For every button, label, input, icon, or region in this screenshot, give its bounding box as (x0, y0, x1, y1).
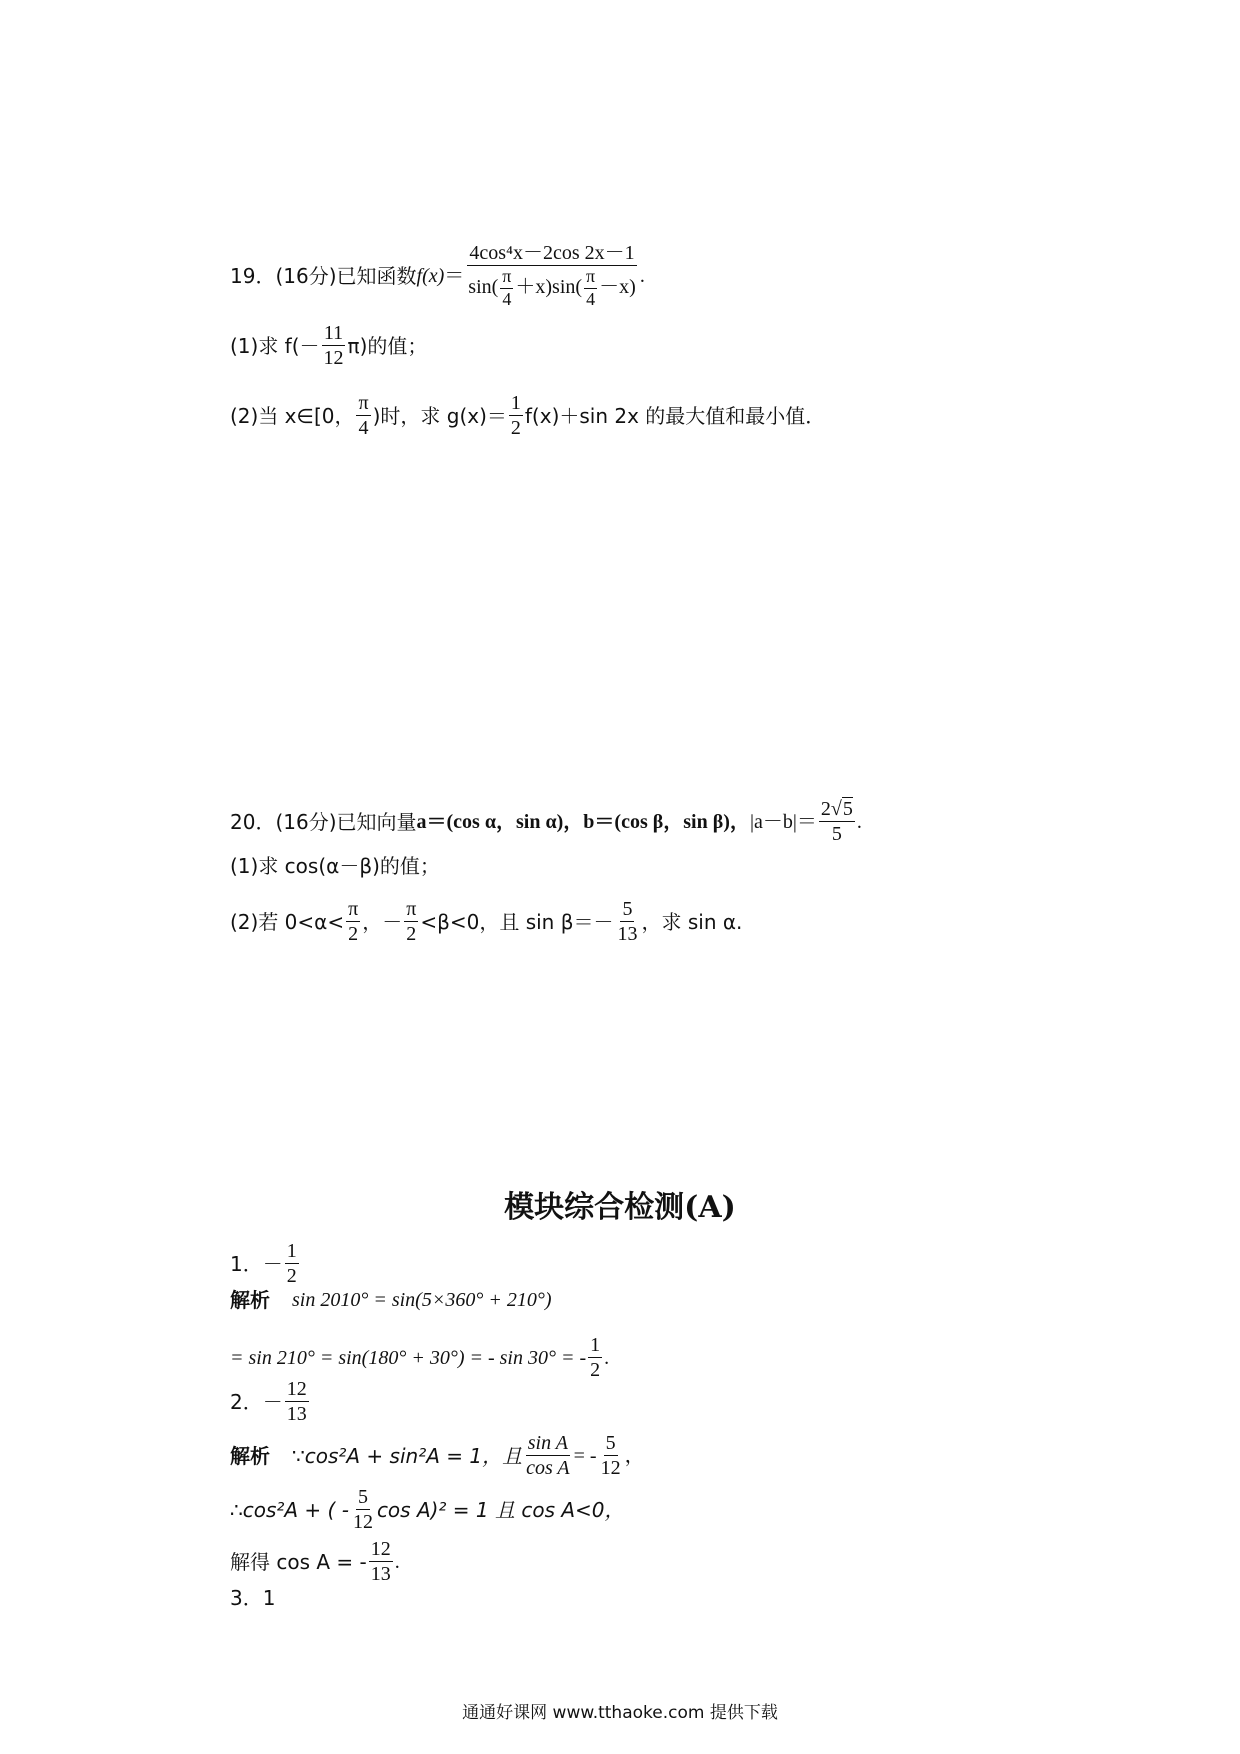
a2-frac (285, 1378, 309, 1425)
q20-stem (230, 798, 862, 845)
a2-label: 解析 (230, 1443, 270, 1468)
q20-p2-pi2: π (406, 898, 417, 920)
a2-l1-frac2 (599, 1432, 623, 1479)
q19-den-pi2: π (584, 267, 597, 289)
q20-frac-den: 5 (831, 823, 842, 845)
a2-l2-n: 5 (357, 1486, 368, 1508)
a1-l2-end: . (604, 1346, 610, 1369)
q19-den-pi1: π (500, 267, 513, 289)
section-heading: 模块综合检测(A) (504, 1190, 736, 1225)
a1-label: 解析 (230, 1288, 270, 1312)
a2-analysis-line1 (230, 1432, 645, 1479)
q19-p2-b: )时，求 g(x)＝ (372, 403, 507, 428)
q19-den-four1: 4 (502, 288, 512, 309)
q19-p2-frac1 (356, 392, 370, 439)
q19-p2-den: 4 (358, 417, 369, 439)
q19-den-c: －x) (599, 275, 636, 298)
q19-p1-den: 12 (323, 347, 344, 369)
q20-a-part: a＝(cos α，sin α)， (416, 810, 584, 833)
q19-fraction (466, 242, 638, 310)
a2-l1-frac1 (524, 1432, 572, 1479)
a2-l2-a: ∴cos²A + ( - (230, 1497, 349, 1522)
a1-frac (285, 1240, 299, 1287)
q19-end: . (639, 264, 645, 287)
q19-numerator: 4cos⁴x－2cos 2x－1 (469, 242, 635, 264)
q19-eq: ＝ (444, 264, 465, 287)
answer-1 (230, 1240, 301, 1287)
a1-l2-fn: 1 (590, 1334, 601, 1356)
q20-abs-part: |a－b|＝ (749, 810, 817, 833)
footer-source: 通通好课网 www.tthaoke.com 提供下载 (462, 1703, 778, 1723)
a1-fd: 2 (286, 1265, 297, 1287)
q19-p1-frac (322, 322, 346, 369)
q20-p2-two2: 2 (406, 923, 417, 945)
q19-stem (230, 242, 645, 310)
a1-analysis-line2 (230, 1334, 609, 1381)
a2-l1-d: 12 (600, 1457, 621, 1479)
a2-l1-n: 5 (605, 1432, 616, 1454)
q19-denominator (466, 266, 638, 310)
q19-den-pi-frac2 (584, 267, 597, 310)
q20-fraction (819, 798, 855, 845)
q20-p2-d: 13 (617, 923, 638, 945)
answer-3 (230, 1588, 275, 1608)
a1-l2-fd: 2 (590, 1359, 601, 1381)
q19-fx: f(x) (416, 264, 445, 287)
a2-l2-d: 12 (352, 1511, 373, 1533)
a2-l1-fn: sin A (527, 1432, 568, 1454)
q20-p2-c: <β<0，且 sin β＝－ (420, 909, 614, 934)
q20-part1 (230, 856, 440, 876)
a2-l3-d: 13 (370, 1563, 391, 1585)
q20-b-part: b＝(cos β，sin β)， (583, 810, 750, 833)
answer-2 (230, 1378, 311, 1425)
q19-p1-a: (1)求 f(－ (230, 333, 320, 358)
q20-end: . (856, 810, 862, 833)
q20-prefix: 20．(16分)已知向量 (230, 809, 417, 834)
a1-analysis-line1 (230, 1290, 551, 1310)
q20-p2-n: 5 (622, 898, 633, 920)
a2-l3-n: 12 (370, 1538, 391, 1560)
a2-l1-a: ∵cos²A + sin²A = 1，且 (292, 1443, 523, 1468)
q20-part2 (230, 898, 742, 945)
a2-analysis-line3 (230, 1538, 400, 1585)
a2-l2-frac (351, 1486, 375, 1533)
a1-num: 1．－ (230, 1251, 283, 1276)
a2-fn: 12 (286, 1378, 307, 1400)
q19-p2-fd: 2 (510, 417, 521, 439)
a2-num: 2．－ (230, 1389, 283, 1414)
q19-p2-c: f(x)＋sin 2x 的最大值和最小值． (524, 403, 826, 428)
a2-fd: 13 (286, 1403, 307, 1425)
a2-l3-frac (369, 1538, 393, 1585)
q19-den-b: ＋x)sin( (515, 275, 583, 298)
q20-num-a: 2 (820, 798, 831, 820)
q19-p2-num: π (358, 392, 369, 414)
q20-p2-frac3 (615, 898, 639, 945)
q20-p2-frac1 (346, 898, 360, 945)
q19-p2-fn: 1 (510, 392, 521, 414)
q20-p2-a: (2)若 0<α< (230, 909, 345, 934)
q20-p2-e: ，求 sin α. (641, 909, 743, 934)
a2-l1-b: = - (573, 1444, 597, 1467)
a1-fn: 1 (286, 1240, 297, 1262)
q19-part1 (230, 322, 427, 369)
q19-den-a: sin( (468, 275, 499, 298)
q20-p1: (1)求 cos(α－β)的值； (230, 854, 440, 878)
a1-l2: = sin 210° = sin(180° + 30°) = - sin 30° = - (230, 1346, 587, 1369)
q20-p2-frac2 (404, 898, 418, 945)
q20-p2-b: ，－ (362, 909, 403, 934)
q20-frac-num: 2√5 (820, 798, 853, 820)
q20-p2-pi1: π (348, 898, 359, 920)
q20-num-b: 5 (842, 798, 853, 820)
q19-prefix: 19．(16分)已知函数 (230, 263, 417, 288)
a3-num: 3．1 (230, 1586, 276, 1610)
a1-l1: sin 2010° = sin(5×360° + 210°) (292, 1289, 552, 1311)
q19-p2-a: (2)当 x∈[0， (230, 403, 355, 428)
a2-analysis-line2 (230, 1486, 625, 1533)
q19-p1-num: 11 (323, 322, 344, 344)
a2-l1-fd: cos A (526, 1457, 570, 1479)
q19-p2-frac2 (509, 392, 523, 439)
a2-l3-end: . (394, 1550, 400, 1573)
a2-l3-a: 解得 cos A = - (230, 1549, 367, 1574)
a1-l2-frac (588, 1334, 602, 1381)
q20-p2-two1: 2 (348, 923, 359, 945)
q19-part2 (230, 392, 825, 439)
a2-l1-end: ， (624, 1444, 645, 1467)
q19-den-pi-frac1 (500, 267, 513, 310)
a2-l2-b: cos A)² = 1 且 cos A<0， (376, 1497, 625, 1522)
q19-den-four2: 4 (586, 288, 596, 309)
q19-p1-b: π)的值； (347, 333, 428, 358)
